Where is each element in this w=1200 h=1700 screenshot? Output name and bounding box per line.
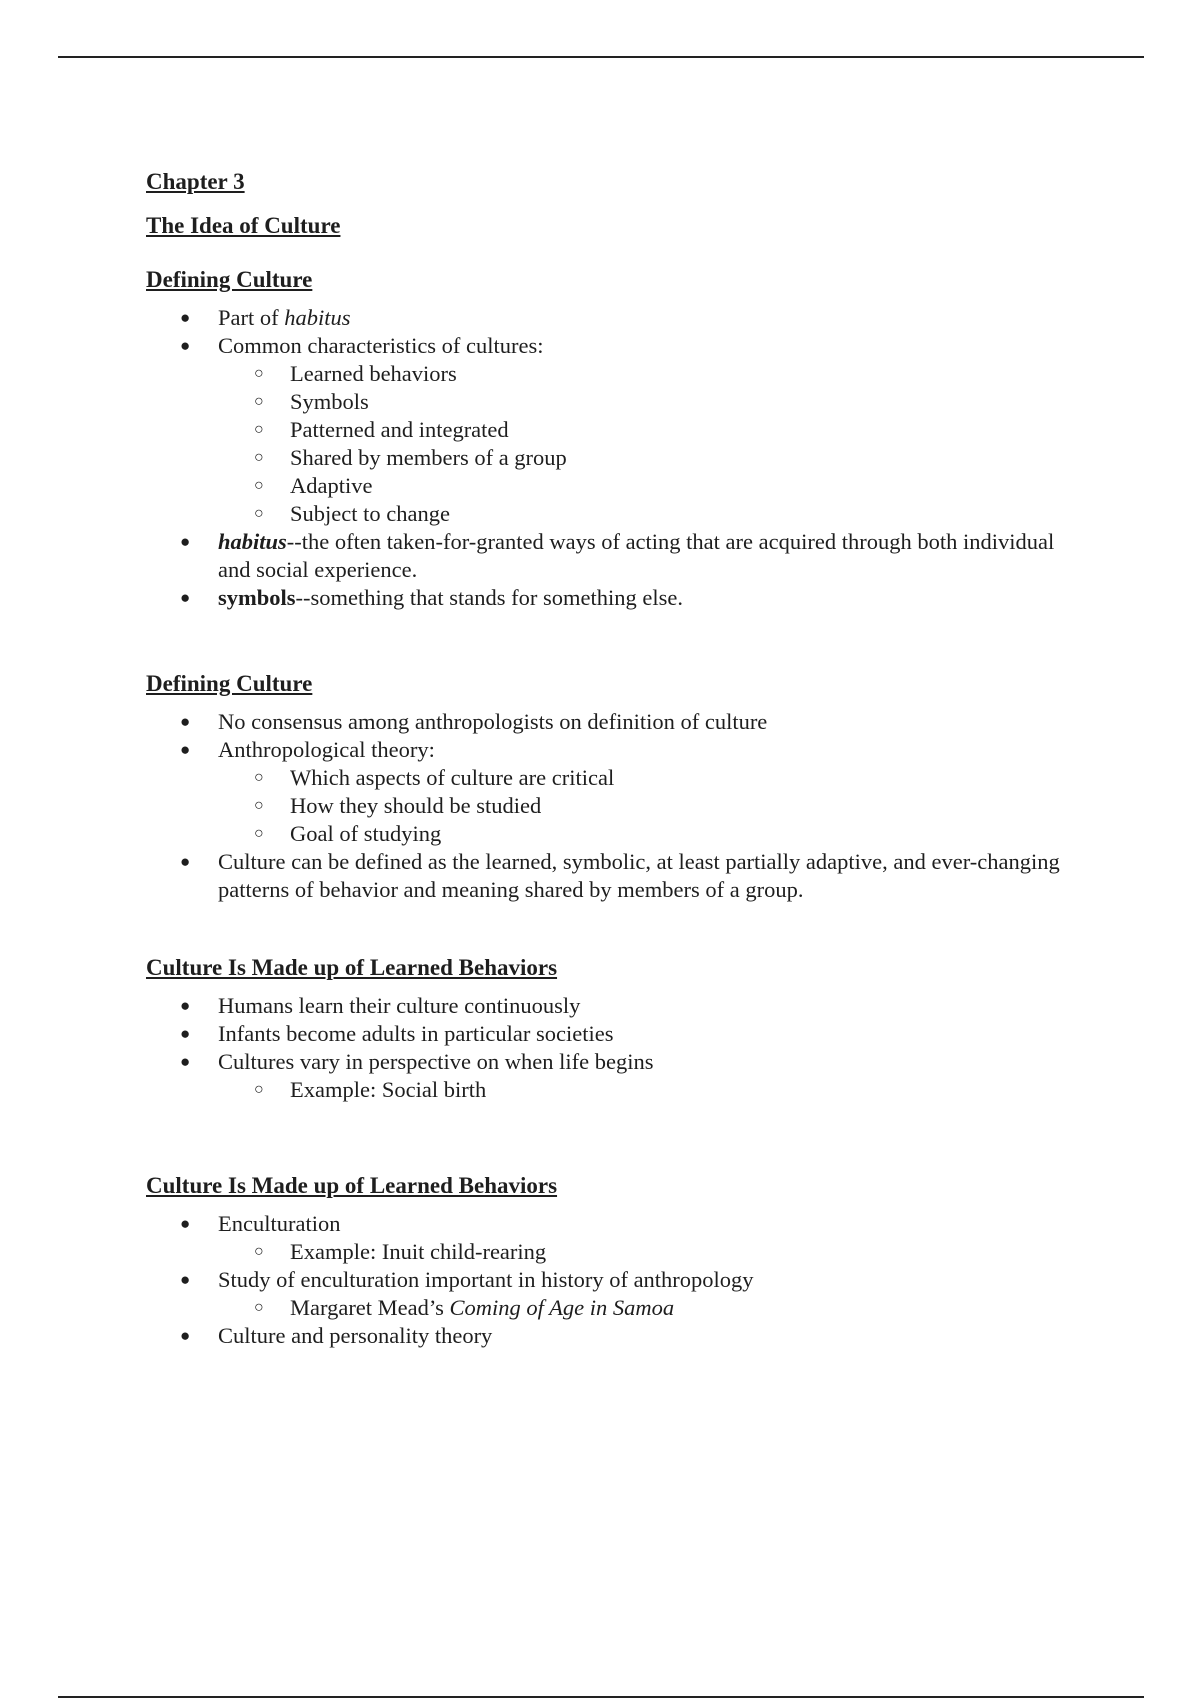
list-item: ● Culture can be defined as the learned, symbolic, at least partially adaptive, and ever-changing patterns of behavior and meaning shared by members of a group. [146, 848, 1076, 904]
section-heading: Culture Is Made up of Learned Behaviors [146, 955, 558, 980]
sub-list [218, 1076, 1076, 1104]
list-item: ● Common characteristics of cultures: ○ Learned behaviors ○ Symbols ○ Patterned and integrated ○ Shared by members of a group ○ Adaptive ○ Subject to change [146, 332, 1076, 528]
sub-list [218, 764, 1076, 848]
sub-list [218, 360, 1076, 528]
list-item: ● No consensus among anthropologists on definition of culture [146, 708, 1076, 736]
section-heading: Defining Culture [146, 267, 313, 292]
list-item: ● Anthropological theory: ○ Which aspects of culture are critical ○ How they should be studied ○ Goal of studying [146, 736, 1076, 848]
sub-list-item: ○ Shared by members of a group [218, 444, 1076, 472]
section-heading: Defining Culture [146, 671, 313, 696]
book-title: Coming of Age in Samoa [449, 1295, 675, 1320]
bullet-list [146, 708, 1076, 904]
page-title: The Idea of Culture [146, 213, 341, 238]
list-item: ● Study of enculturation important in history of anthropology ○ Margaret Mead’s Coming of Age in Samoa [146, 1266, 1076, 1322]
sub-list-item: ○ Patterned and integrated [218, 416, 1076, 444]
chapter-heading: Chapter 3 [146, 169, 245, 194]
term-habitus: habitus [284, 305, 351, 330]
sub-list-item: ○ Learned behaviors [218, 360, 1076, 388]
list-item: ● Enculturation ○ Example: Inuit child-rearing [146, 1210, 1076, 1266]
section-learned-behaviors-2 [146, 1172, 1076, 1350]
sub-list-item: ○ How they should be studied [218, 792, 1076, 820]
list-item: ● Culture and personality theory [146, 1322, 1076, 1350]
sub-list [218, 1238, 1076, 1266]
sub-list-item: ○ Symbols [218, 388, 1076, 416]
sub-list [218, 1294, 1076, 1322]
list-item: ● Humans learn their culture continuously [146, 992, 1076, 1020]
list-item: ● habitus--the often taken-for-granted ways of acting that are acquired through both individual and social experience. [146, 528, 1076, 584]
sub-list-item: ○ Margaret Mead’s Coming of Age in Samoa [218, 1294, 1076, 1322]
term-symbols: symbols [218, 585, 296, 610]
top-rule [58, 56, 1144, 58]
bullet-list [146, 1210, 1076, 1350]
sub-list-item: ○ Example: Inuit child-rearing [218, 1238, 1076, 1266]
sub-list-item: ○ Goal of studying [218, 820, 1076, 848]
bullet-list [146, 304, 1076, 612]
document-body [146, 168, 1076, 1350]
sub-list-item: ○ Adaptive [218, 472, 1076, 500]
section-learned-behaviors-1 [146, 954, 1076, 1104]
section-defining-culture-2 [146, 670, 1076, 904]
list-item: ● Part of habitus [146, 304, 1076, 332]
sub-list-item: ○ Subject to change [218, 500, 1076, 528]
term-habitus-bold: habitus [218, 529, 287, 554]
list-item: ● symbols--something that stands for something else. [146, 584, 1076, 612]
sub-list-item: ○ Which aspects of culture are critical [218, 764, 1076, 792]
section-heading: Culture Is Made up of Learned Behaviors [146, 1173, 558, 1198]
bottom-rule [58, 1696, 1144, 1698]
sub-list-item: ○ Example: Social birth [218, 1076, 1076, 1104]
list-item: ● Cultures vary in perspective on when life begins ○ Example: Social birth [146, 1048, 1076, 1104]
section-defining-culture-1 [146, 266, 1076, 612]
bullet-list [146, 992, 1076, 1104]
list-item: ● Infants become adults in particular societies [146, 1020, 1076, 1048]
